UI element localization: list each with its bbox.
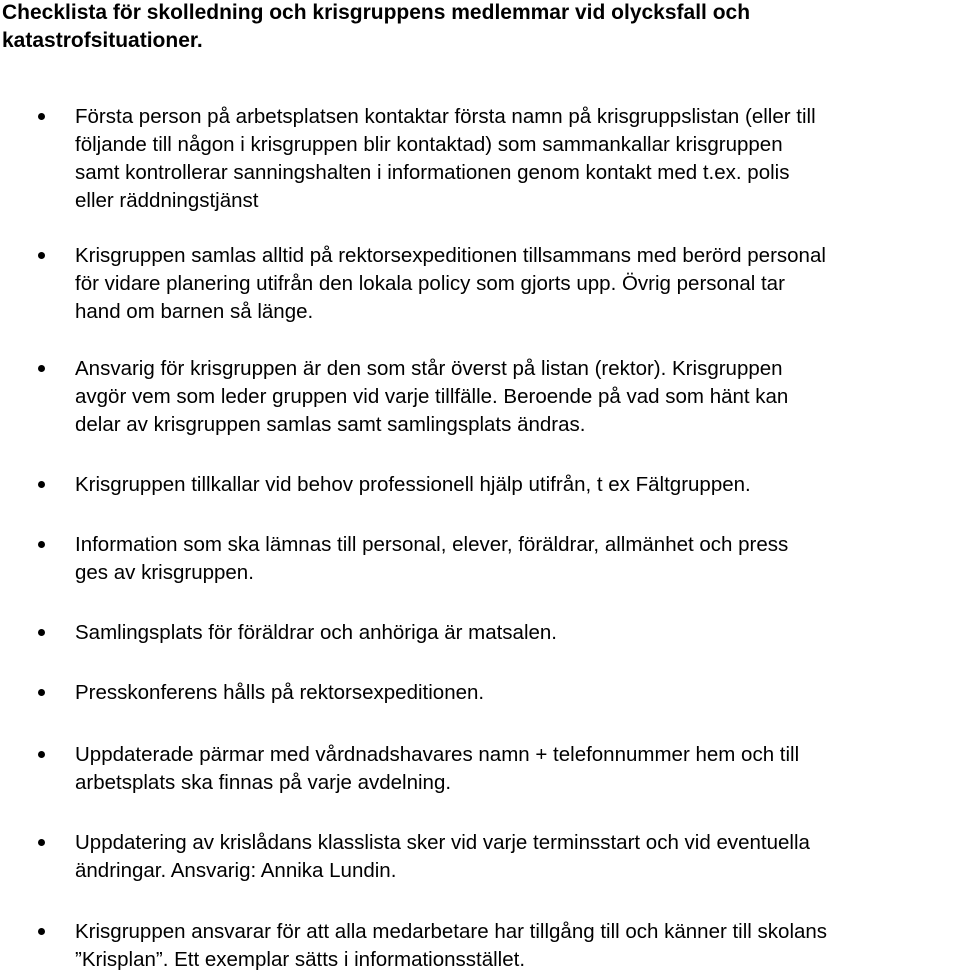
text-line: Presskonferens hålls på rektorsexpeditionen. xyxy=(75,681,485,704)
bullet-icon xyxy=(38,928,45,935)
text-line: avgör vem som leder gruppen vid varje tillfälle. Beroende på vad som hänt kan xyxy=(75,385,789,408)
text-line: för vidare planering utifrån den lokala policy som gjorts upp. Övrig personal tar xyxy=(75,272,785,295)
bullet-icon xyxy=(38,365,45,372)
list-item-text xyxy=(75,619,960,647)
text-line: följande till någon i krisgruppen blir kontaktad) som sammankallar krisgruppen xyxy=(75,133,783,156)
text-line: arbetsplats ska finnas på varje avdelning. xyxy=(75,771,452,794)
text-line: samt kontrollerar sanningshalten i informationen genom kontakt med t.ex. polis xyxy=(75,161,790,184)
document-title xyxy=(2,0,952,56)
list-item-text xyxy=(75,355,960,439)
bullet-icon xyxy=(38,689,45,696)
text-line: ändringar. Ansvarig: Annika Lundin. xyxy=(75,859,397,882)
text-line: ”Krisplan”. Ett exemplar sätts i informationsstället. xyxy=(75,948,526,971)
text-line: Krisgruppen tillkallar vid behov professionell hjälp utifrån, t ex Fältgruppen. xyxy=(75,473,751,496)
text-line: Uppdatering av krislådans klasslista sker vid varje terminsstart och vid eventuella xyxy=(75,831,810,854)
list-item-text xyxy=(75,829,960,885)
list-item-text xyxy=(75,679,960,707)
bullet-icon xyxy=(38,541,45,548)
text-line: ges av krisgruppen. xyxy=(75,561,254,584)
text-line: Samlingsplats för föräldrar och anhöriga är matsalen. xyxy=(75,621,557,644)
list-item-text xyxy=(75,242,960,326)
bullet-icon xyxy=(38,751,45,758)
text-line: eller räddningstjänst xyxy=(75,189,259,212)
text-line: Första person på arbetsplatsen kontaktar första namn på krisgruppslistan (eller till xyxy=(75,105,816,128)
bullet-icon xyxy=(38,113,45,120)
text-line: Krisgruppen samlas alltid på rektorsexpeditionen tillsammans med berörd personal xyxy=(75,244,826,267)
bullet-icon xyxy=(38,629,45,636)
text-line: Krisgruppen ansvarar för att alla medarbetare har tillgång till och känner till skolans xyxy=(75,920,828,943)
text-line: Uppdaterade pärmar med vårdnadshavares namn + telefonnummer hem och till xyxy=(75,743,800,766)
list-item-text xyxy=(75,471,960,499)
bullet-icon xyxy=(38,481,45,488)
list-item-text xyxy=(75,918,960,974)
text-line: Ansvarig för krisgruppen är den som står överst på listan (rektor). Krisgruppen xyxy=(75,357,783,380)
text-line: delar av krisgruppen samlas samt samlingsplats ändras. xyxy=(75,413,586,436)
bullet-icon xyxy=(38,252,45,259)
list-item-text xyxy=(75,741,960,797)
text-line: hand om barnen så länge. xyxy=(75,300,314,323)
bullet-icon xyxy=(38,839,45,846)
text-line: Information som ska lämnas till personal, elever, föräldrar, allmänhet och press xyxy=(75,533,789,556)
title-line: katastrofsituationer. xyxy=(2,29,203,52)
title-line: Checklista för skolledning och krisgruppens medlemmar vid olycksfall och xyxy=(2,1,751,24)
list-item-text xyxy=(75,531,960,587)
list-item-text xyxy=(75,103,960,215)
